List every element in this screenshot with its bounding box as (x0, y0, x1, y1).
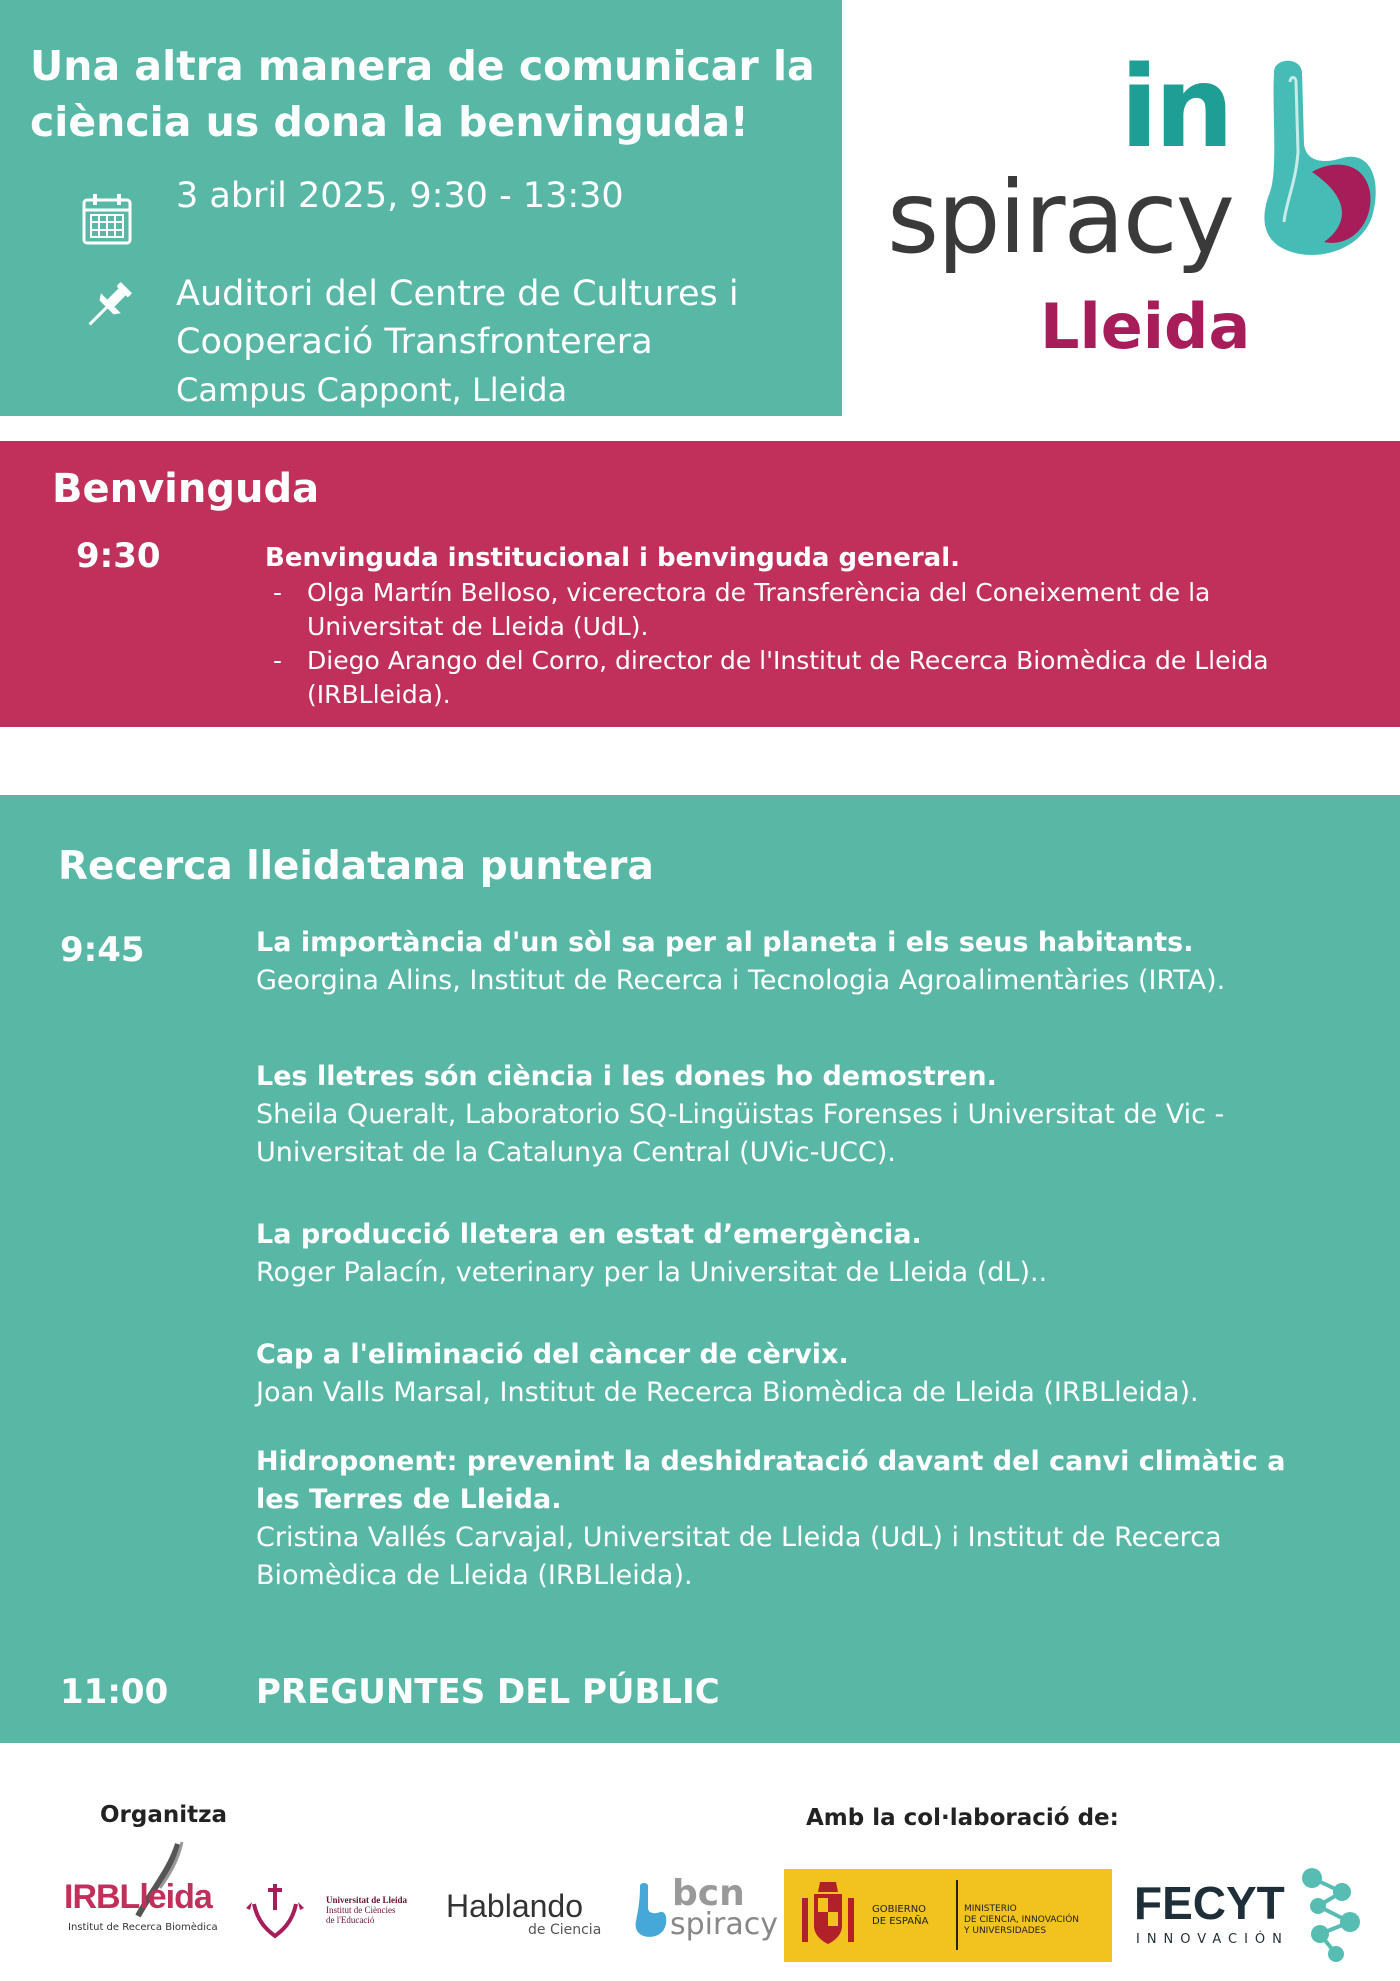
welcome-item-title: Benvinguda institucional i benvinguda general. (265, 543, 961, 573)
talk-speaker: Georgina Alins, Institut de Recerca i Tecnologia Agroalimentàries (IRTA). (256, 965, 1226, 996)
udl-logo-text (326, 1895, 407, 1925)
venue-line-2: Cooperació Transfronterera (176, 322, 653, 362)
talk-item (256, 1443, 1376, 1595)
talk-title: La producció lletera en estat d’emergència. (256, 1219, 922, 1250)
talk-item (256, 1216, 1366, 1292)
talk-speaker: Universitat de la Catalunya Central (UVic-UCC). (256, 1137, 896, 1168)
title-line-2: ciència us dona la benvinguda! (30, 98, 749, 146)
irb-subtitle: Institut de Recerca Biomèdica (68, 1922, 218, 1933)
bcn-text: bcn (672, 1873, 745, 1914)
title-line-1: Una altra manera de comunicar la (30, 42, 815, 90)
speaker-line: Diego Arango del Corro, director de l'Institut de Recerca Biomèdica de Lleida (307, 646, 1269, 675)
hablando-subtitle: de Ciencia (528, 1922, 602, 1938)
hablando-logo-text: Hablando (446, 1888, 583, 1924)
speaker-line: Olga Martín Belloso, vicerectora de Transferència del Coneixement de la (307, 578, 1211, 607)
ministerio-text (964, 1904, 1079, 1937)
udl-line-1: Universitat de Lleida (326, 1895, 407, 1905)
talk-speaker: Roger Palacín, veterinary per la Universitat de Lleida (dL).. (256, 1257, 1048, 1288)
speaker-line: Universitat de Lleida (UdL). (307, 612, 649, 641)
organizer-label: Organitza (100, 1802, 228, 1828)
venue-line-1: Auditori del Centre de Cultures i (176, 274, 739, 314)
welcome-title: Benvinguda (52, 466, 320, 512)
spain-coat-of-arms-icon (796, 1880, 860, 1952)
ministerio-line-2: DE CIENCIA, INNOVACIÓN (964, 1915, 1080, 1925)
udl-line-3: de l'Educació (326, 1915, 375, 1925)
bullet-dash: - (273, 646, 283, 675)
talk-speaker: Sheila Queralt, Laboratorio SQ-Lingüistas Forenses i Universitat de Vic - (256, 1099, 1225, 1130)
bullet-dash: - (273, 578, 283, 607)
irblleida-logo (64, 1878, 234, 1946)
udl-shield-icon (240, 1880, 310, 1940)
page-title (30, 38, 830, 150)
bcn-spiracy-text: spiracy (670, 1907, 778, 1942)
gobierno-line-2: DE ESPAÑA (872, 1916, 929, 1927)
irb-name: IRBLleida (64, 1878, 212, 1916)
logo-in-text: in (1120, 43, 1231, 173)
calendar-icon (82, 193, 132, 245)
qa-label: PREGUNTES DEL PÚBLIC (256, 1672, 720, 1712)
collaboration-label: Amb la col·laboració de: (806, 1805, 1119, 1831)
pin-icon (78, 278, 138, 334)
talk-item (256, 1336, 1366, 1412)
talk-item (256, 924, 1366, 1000)
gobierno-text (872, 1904, 928, 1928)
fecyt-molecule-icon (1290, 1864, 1366, 1964)
talk-title: Les lletres són ciència i les dones ho demostren. (256, 1061, 997, 1092)
talk-title: La importància d'un sòl sa per al planeta i els seus habitants. (256, 927, 1194, 958)
ministerio-line-1: MINISTERIO (964, 1904, 1017, 1914)
talk-speaker: Cristina Vallés Carvajal, Universitat de Lleida (UdL) i Institut de Recerca (256, 1522, 1222, 1553)
welcome-speaker-2 (265, 644, 1365, 712)
talk-speaker: Joan Valls Marsal, Institut de Recerca Biomèdica de Lleida (IRBLleida). (256, 1377, 1199, 1408)
welcome-time: 9:30 (76, 536, 161, 576)
logo-spiracy-text: spiracy (887, 159, 1233, 276)
ministerio-line-3: Y UNIVERSIDADES (964, 1926, 1047, 1936)
welcome-speaker-1 (265, 576, 1365, 644)
event-date: 3 abril 2025, 9:30 - 13:30 (176, 176, 624, 216)
welcome-item (265, 540, 1365, 712)
logo-spiral-icon (1252, 52, 1382, 267)
talk-title: Cap a l'eliminació del càncer de cèrvix. (256, 1339, 849, 1370)
udl-line-2: Institut de Ciències (326, 1905, 396, 1915)
venue (176, 270, 739, 414)
bcn-spiracy-icon (632, 1882, 668, 1942)
speaker-line: (IRBLleida). (307, 680, 451, 709)
logo-divider (956, 1880, 958, 1950)
fecyt-subtitle: INNOVACIÓN (1136, 1932, 1289, 1947)
fecyt-logo-text: FECYT (1134, 1877, 1285, 1929)
talk-speaker: Biomèdica de Lleida (IRBLleida). (256, 1560, 693, 1591)
talk-title-line-2: les Terres de Lleida. (256, 1484, 562, 1515)
qa-time: 11:00 (60, 1672, 169, 1712)
venue-line-3: Campus Cappont, Lleida (176, 371, 568, 409)
talk-item (256, 1058, 1366, 1172)
logo-city-text: Lleida (1040, 290, 1251, 363)
talk-title: Hidroponent: prevenint la deshidratació davant del canvi climàtic a (256, 1446, 1286, 1477)
gobierno-line-1: GOBIERNO (872, 1904, 927, 1915)
research-time: 9:45 (60, 930, 145, 970)
research-title: Recerca lleidatana puntera (58, 844, 654, 889)
